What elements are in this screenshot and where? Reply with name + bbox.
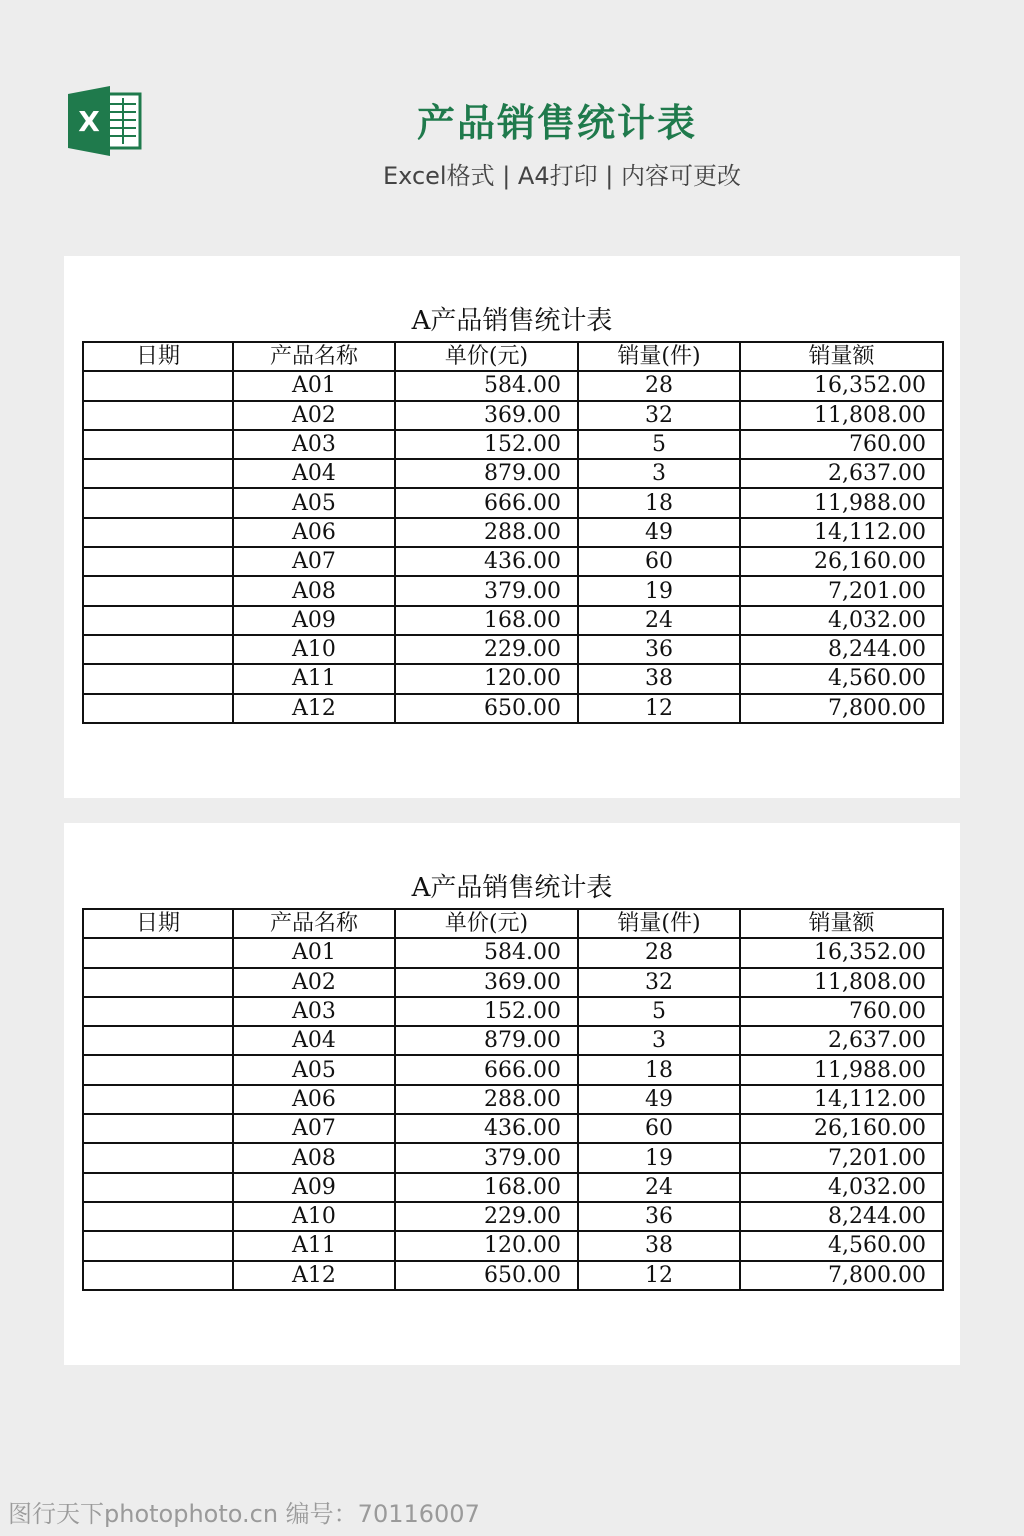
cell-sales-amount: 760.00 — [740, 997, 943, 1026]
cell-product-name: A12 — [233, 1261, 395, 1290]
table-row — [83, 1231, 943, 1260]
cell-product-name: A12 — [233, 694, 395, 723]
cell-product-name: A09 — [233, 1173, 395, 1202]
page-title: 产品销售统计表 — [416, 101, 697, 145]
cell-quantity: 5 — [578, 430, 740, 459]
cell-sales-amount: 14,112.00 — [740, 1085, 943, 1114]
cell-product-name: A09 — [233, 606, 395, 635]
cell-quantity: 5 — [578, 997, 740, 1026]
cell-product-name: A03 — [233, 430, 395, 459]
cell-quantity: 38 — [578, 1231, 740, 1260]
cell-product-name: A08 — [233, 1143, 395, 1172]
table-row — [83, 518, 943, 547]
cell-unit-price: 379.00 — [395, 1143, 578, 1172]
table-row — [83, 1026, 943, 1055]
cell-quantity: 32 — [578, 968, 740, 997]
cell-unit-price: 229.00 — [395, 635, 578, 664]
cell-product-name: A07 — [233, 547, 395, 576]
cell-sales-amount: 11,808.00 — [740, 968, 943, 997]
column-header-date: 日期 — [83, 342, 233, 371]
cell-unit-price: 288.00 — [395, 1085, 578, 1114]
cell-unit-price: 436.00 — [395, 1114, 578, 1143]
cell-unit-price: 879.00 — [395, 459, 578, 488]
cell-date — [83, 606, 233, 635]
table-header-row — [83, 909, 943, 938]
table-row — [83, 1085, 943, 1114]
cell-quantity: 49 — [578, 1085, 740, 1114]
column-header-unit-price: 单价(元) — [395, 909, 578, 938]
cell-product-name: A11 — [233, 664, 395, 693]
cell-sales-amount: 11,808.00 — [740, 401, 943, 430]
cell-sales-amount: 26,160.00 — [740, 547, 943, 576]
cell-date — [83, 664, 233, 693]
cell-product-name: A02 — [233, 968, 395, 997]
cell-quantity: 24 — [578, 606, 740, 635]
cell-sales-amount: 8,244.00 — [740, 1202, 943, 1231]
cell-quantity: 49 — [578, 518, 740, 547]
sheet-card — [64, 256, 960, 798]
cell-unit-price: 168.00 — [395, 606, 578, 635]
cell-product-name: A01 — [233, 371, 395, 400]
cell-unit-price: 666.00 — [395, 1055, 578, 1084]
cell-quantity: 36 — [578, 635, 740, 664]
column-header-sales-amount: 销量额 — [740, 909, 943, 938]
cell-date — [83, 1173, 233, 1202]
cell-sales-amount: 4,032.00 — [740, 1173, 943, 1202]
cell-unit-price: 152.00 — [395, 430, 578, 459]
table-row — [83, 576, 943, 605]
cell-date — [83, 997, 233, 1026]
table-row — [83, 371, 943, 400]
cell-date — [83, 1055, 233, 1084]
table-row — [83, 459, 943, 488]
cell-date — [83, 635, 233, 664]
column-header-quantity: 销量(件) — [578, 909, 740, 938]
cell-sales-amount: 760.00 — [740, 430, 943, 459]
cell-date — [83, 459, 233, 488]
cell-unit-price: 120.00 — [395, 664, 578, 693]
table-row — [83, 694, 943, 723]
cell-sales-amount: 7,800.00 — [740, 1261, 943, 1290]
cell-sales-amount: 7,201.00 — [740, 1143, 943, 1172]
cell-product-name: A05 — [233, 1055, 395, 1084]
cell-date — [83, 968, 233, 997]
cell-product-name: A01 — [233, 938, 395, 967]
cell-date — [83, 1261, 233, 1290]
cell-sales-amount: 14,112.00 — [740, 518, 943, 547]
cell-sales-amount: 2,637.00 — [740, 459, 943, 488]
cell-date — [83, 938, 233, 967]
cell-date — [83, 1026, 233, 1055]
cell-quantity: 28 — [578, 938, 740, 967]
table-row — [83, 1261, 943, 1290]
cell-unit-price: 229.00 — [395, 1202, 578, 1231]
column-header-quantity: 销量(件) — [578, 342, 740, 371]
cell-unit-price: 152.00 — [395, 997, 578, 1026]
cell-quantity: 38 — [578, 664, 740, 693]
cell-quantity: 19 — [578, 1143, 740, 1172]
table-row — [83, 430, 943, 459]
column-header-product-name: 产品名称 — [233, 909, 395, 938]
cell-quantity: 18 — [578, 488, 740, 517]
cell-date — [83, 547, 233, 576]
cell-unit-price: 168.00 — [395, 1173, 578, 1202]
cell-unit-price: 650.00 — [395, 1261, 578, 1290]
table-row — [83, 1114, 943, 1143]
cell-quantity: 12 — [578, 1261, 740, 1290]
cell-quantity: 12 — [578, 694, 740, 723]
cell-product-name: A03 — [233, 997, 395, 1026]
cell-product-name: A05 — [233, 488, 395, 517]
cell-quantity: 36 — [578, 1202, 740, 1231]
cell-product-name: A06 — [233, 1085, 395, 1114]
cell-quantity: 60 — [578, 547, 740, 576]
cell-sales-amount: 16,352.00 — [740, 371, 943, 400]
cell-quantity: 3 — [578, 1026, 740, 1055]
cell-product-name: A04 — [233, 459, 395, 488]
cell-sales-amount: 26,160.00 — [740, 1114, 943, 1143]
table-row — [83, 968, 943, 997]
table-row — [83, 1173, 943, 1202]
table-row — [83, 635, 943, 664]
cell-date — [83, 488, 233, 517]
cell-product-name: A06 — [233, 518, 395, 547]
cell-unit-price: 369.00 — [395, 401, 578, 430]
cell-sales-amount: 8,244.00 — [740, 635, 943, 664]
cell-unit-price: 379.00 — [395, 576, 578, 605]
cell-sales-amount: 7,800.00 — [740, 694, 943, 723]
table-header-row — [83, 342, 943, 371]
cell-quantity: 60 — [578, 1114, 740, 1143]
column-header-unit-price: 单价(元) — [395, 342, 578, 371]
cell-sales-amount: 4,560.00 — [740, 1231, 943, 1260]
table-row — [83, 1202, 943, 1231]
cell-date — [83, 1114, 233, 1143]
cell-sales-amount: 16,352.00 — [740, 938, 943, 967]
cell-sales-amount: 11,988.00 — [740, 1055, 943, 1084]
cell-date — [83, 1202, 233, 1231]
sheet-card — [64, 823, 960, 1365]
cell-sales-amount: 11,988.00 — [740, 488, 943, 517]
cell-date — [83, 430, 233, 459]
cell-unit-price: 584.00 — [395, 371, 578, 400]
page-subtitle: Excel格式 | A4打印 | 内容可更改 — [383, 162, 741, 190]
cell-sales-amount: 4,560.00 — [740, 664, 943, 693]
cell-quantity: 24 — [578, 1173, 740, 1202]
cell-date — [83, 576, 233, 605]
cell-date — [83, 1085, 233, 1114]
cell-product-name: A11 — [233, 1231, 395, 1260]
cell-date — [83, 694, 233, 723]
table-row — [83, 664, 943, 693]
sheet-title: A产品销售统计表 — [411, 873, 613, 903]
cell-quantity: 3 — [578, 459, 740, 488]
cell-product-name: A10 — [233, 1202, 395, 1231]
cell-date — [83, 1143, 233, 1172]
table-row — [83, 606, 943, 635]
column-header-date: 日期 — [83, 909, 233, 938]
cell-quantity: 32 — [578, 401, 740, 430]
cell-unit-price: 288.00 — [395, 518, 578, 547]
cell-unit-price: 666.00 — [395, 488, 578, 517]
cell-sales-amount: 4,032.00 — [740, 606, 943, 635]
table-row — [83, 547, 943, 576]
cell-unit-price: 436.00 — [395, 547, 578, 576]
sheet-title: A产品销售统计表 — [411, 306, 613, 336]
table-row — [83, 1143, 943, 1172]
cell-quantity: 18 — [578, 1055, 740, 1084]
watermark: 图行天下photophoto.cn 编号：70116007 — [8, 1500, 480, 1528]
table-row — [83, 938, 943, 967]
table-row — [83, 401, 943, 430]
cell-product-name: A07 — [233, 1114, 395, 1143]
sales-table — [82, 341, 944, 724]
cell-date — [83, 518, 233, 547]
cell-product-name: A02 — [233, 401, 395, 430]
cell-sales-amount: 7,201.00 — [740, 576, 943, 605]
cell-unit-price: 584.00 — [395, 938, 578, 967]
cell-date — [83, 401, 233, 430]
sales-table — [82, 908, 944, 1291]
table-row — [83, 997, 943, 1026]
cell-sales-amount: 2,637.00 — [740, 1026, 943, 1055]
excel-logo-letter: X — [78, 105, 100, 138]
cell-product-name: A08 — [233, 576, 395, 605]
column-header-product-name: 产品名称 — [233, 342, 395, 371]
cell-unit-price: 120.00 — [395, 1231, 578, 1260]
table-row — [83, 1055, 943, 1084]
cell-product-name: A04 — [233, 1026, 395, 1055]
cell-quantity: 19 — [578, 576, 740, 605]
column-header-sales-amount: 销量额 — [740, 342, 943, 371]
cell-product-name: A10 — [233, 635, 395, 664]
cell-date — [83, 371, 233, 400]
cell-date — [83, 1231, 233, 1260]
table-row — [83, 488, 943, 517]
cell-unit-price: 650.00 — [395, 694, 578, 723]
cell-quantity: 28 — [578, 371, 740, 400]
cell-unit-price: 879.00 — [395, 1026, 578, 1055]
cell-unit-price: 369.00 — [395, 968, 578, 997]
